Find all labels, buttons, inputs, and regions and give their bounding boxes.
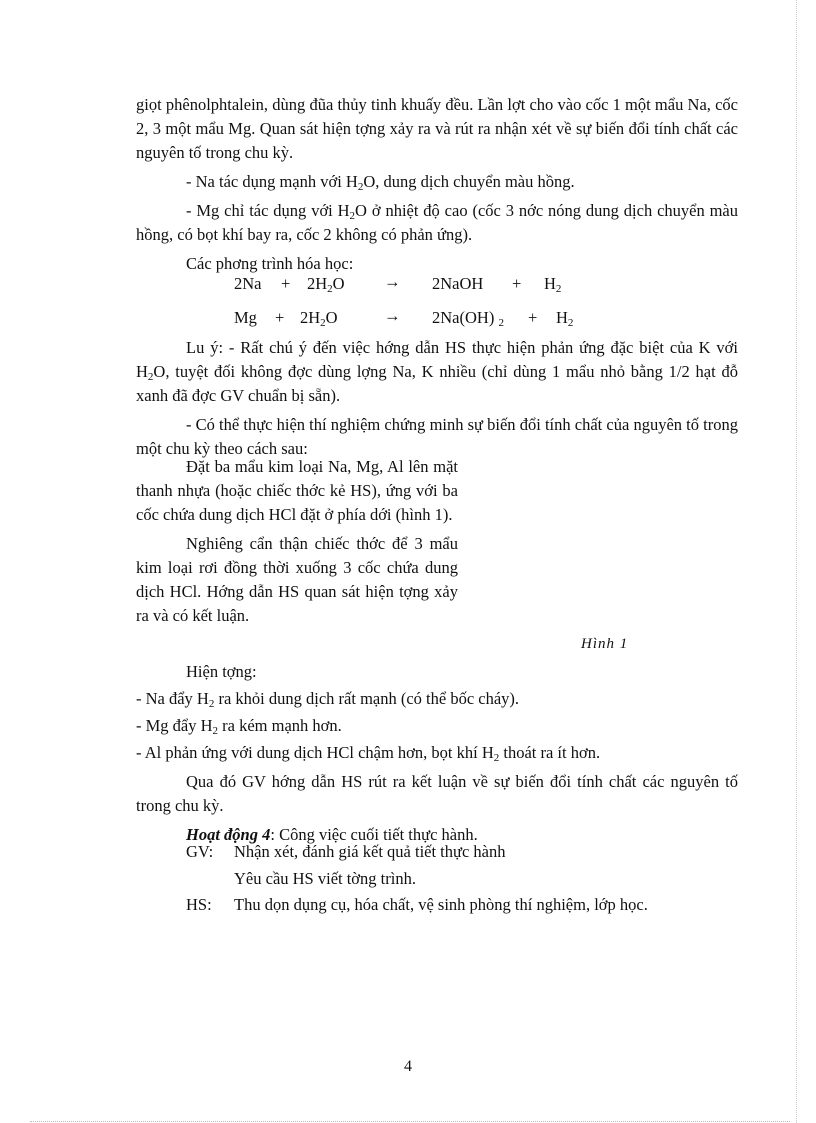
paragraph-procedure: Nghiêng cẩn thận chiếc thớc để 3 mẩu kim loại rơi đồng thời xuống 3 cốc chứa dung dịch HCl. Hớng dẫn HS quan sát hiện tợng xảy ra và có kết luận. bbox=[136, 534, 458, 625]
eq2-plus-2: + bbox=[528, 308, 538, 327]
figure-caption: Hình 1 bbox=[581, 636, 629, 652]
eq1-reactant-1: 2Na bbox=[234, 274, 262, 293]
page-number: 4 bbox=[404, 1058, 412, 1075]
eq2-reactant-2: $2H_2O$ bbox=[300, 308, 338, 329]
phenomenon-na: - Na đẩy $H_2$ ra khỏi dung dịch rất mạnh (có thể bốc cháy). bbox=[136, 689, 520, 710]
eq2-plus-1: + bbox=[275, 308, 285, 327]
eq2-product-1: 2Na(OH) $_2$ bbox=[432, 308, 504, 329]
phenomenon-mg: - Mg đẩy $H_2$ ra kém mạnh hơn. bbox=[136, 716, 342, 737]
body-text-phenomena bbox=[136, 660, 738, 847]
figure-text-column bbox=[136, 455, 458, 628]
paragraph-setup: Đặt ba mẩu kim loại Na, Mg, Al lên mặt thanh nhựa (hoặc chiếc thớc kẻ HS), ứng với ba cốc chứa dung dịch HCl đặt ở phía dới (hình 1). bbox=[136, 457, 458, 524]
eq1-plus-1: + bbox=[281, 274, 291, 293]
hs-task-1: Thu dọn dụng cụ, hóa chất, vệ sinh phòng thí nghiệm, lớp học. bbox=[234, 895, 648, 914]
eq2-product-2: $H_2$ bbox=[556, 308, 574, 329]
paragraph-note: Lu ý: - Rất chú ý đến việc hớng dẫn HS thực hiện phản ứng đặc biệt của K với $H_2O$, tuyệt đối không đợc dùng lợng Na, K nhiều (chỉ dùng 1 mẩu nhỏ bằng 1/2 hạt đỗ xanh đã đợc GV chuẩn bị sẵn). bbox=[136, 338, 738, 405]
paragraph-mg-reaction: - Mg chỉ tác dụng với $H_2O$ ở nhiệt độ cao (cốc 3 nớc nóng dung dịch chuyển màu hồng, có bọt khí bay ra, cốc 2 không có phản ứng). bbox=[136, 201, 739, 244]
eq1-product-1: 2NaOH bbox=[432, 274, 484, 293]
paragraph-alt-method: - Có thể thực hiện thí nghiệm chứng minh sự biến đổi tính chất của nguyên tố trong một chu kỳ theo cách sau: bbox=[136, 415, 738, 458]
right-dotted-border bbox=[796, 0, 797, 1123]
gv-task-1: Nhận xét, đánh giá kết quả tiết thực hành bbox=[234, 842, 506, 861]
paragraph-conclusion: Qua đó GV hớng dẫn HS rút ra kết luận về sự biến đổi tính chất các nguyên tố trong chu kỳ. bbox=[136, 772, 738, 815]
gv-task-2: Yêu cầu HS viết tờng trình. bbox=[234, 869, 416, 888]
phenomenon-al: - Al phản ứng với dung dịch HCl chậm hơn, bọt khí $H_2$ thoát ra ít hơn. bbox=[136, 743, 601, 764]
paragraph-intro: giọt phênolphtalein, dùng đũa thủy tinh khuấy đều. Lần lợt cho vào cốc 1 một mẩu Na, cốc 2, 3 một mẩu Mg. Quan sát hiện tợng xảy ra và rút ra nhận xét về sự biến đổi tính chất các nguyên tố trong chu kỳ. bbox=[136, 95, 738, 162]
paragraph-na-reaction: - Na tác dụng mạnh với $H_2O$, dung dịch chuyển màu hồng. bbox=[186, 172, 575, 193]
equations-heading: Các phơng trình hóa học: bbox=[186, 254, 354, 273]
gv-label: GV: bbox=[186, 842, 214, 861]
body-text-middle bbox=[136, 336, 738, 461]
eq1-reactant-2: $2H_2O$ bbox=[307, 274, 345, 295]
hs-label: HS: bbox=[186, 895, 212, 914]
eq2-arrow: → bbox=[384, 306, 401, 325]
body-text-top bbox=[136, 93, 738, 276]
eq2-reactant-1: Mg bbox=[234, 308, 257, 327]
activity-4-heading: Hoạt động 4: Công việc cuối tiết thực hành. bbox=[186, 825, 478, 844]
phenomena-heading: Hiện tợng: bbox=[186, 662, 257, 681]
eq1-product-2: $H_2$ bbox=[544, 274, 562, 295]
bottom-dotted-border bbox=[30, 1121, 790, 1122]
eq1-plus-2: + bbox=[512, 274, 522, 293]
eq1-arrow: → bbox=[384, 272, 401, 291]
